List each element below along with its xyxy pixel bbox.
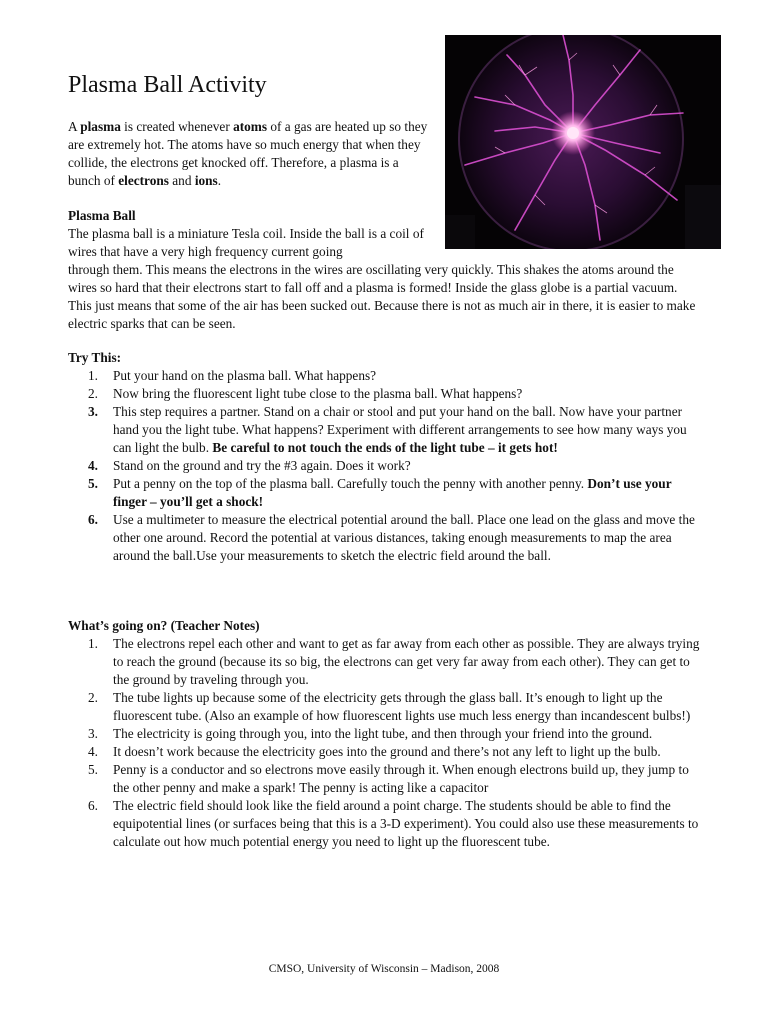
teacher-notes-heading: What’s going on? (Teacher Notes) [68, 618, 260, 633]
list-text: The tube lights up because some of the electricity gets through the glass ball. It’s enough to light up the fluorescent tube. (Also an example of how fluorescent lights use much less energy than incandescent bulbs!) [113, 690, 691, 723]
list-number: 4. [88, 744, 98, 759]
list-number: 2. [88, 690, 98, 705]
intro-bold-term: electrons [118, 173, 169, 188]
teacher-notes-list [68, 635, 700, 851]
list-text: Penny is a conductor and so electrons move easily through it. When enough electrons build up, they jump to the other penny and make a spark! The penny is acting like a capacitor [113, 762, 689, 795]
list-item [68, 385, 700, 403]
intro-text: and [168, 173, 195, 188]
list-number: 6. [88, 512, 98, 527]
list-number: 3. [88, 726, 98, 741]
intro-text: is created whenever [120, 119, 234, 134]
plasma-ball-paragraph-part2: through them. This means the electrons in the wires are oscillating very quickly. This shakes the atoms around the wires so hard that their electrons start to fall off and a plasma is formed! Inside the glass globe is a partial vacuum. This just means that some of the air has been sucked out. Because there is not as much air in there, it is easier to make electric sparks that can be seen. [68, 262, 696, 331]
list-number: 5. [88, 476, 98, 491]
page-footer: CMSO, University of Wisconsin – Madison, 2008 [268, 963, 500, 975]
list-text: It doesn’t work because the electricity goes into the ground and there’s not any left to light up the bulb. [113, 744, 661, 759]
list-number: 1. [88, 368, 98, 383]
list-text: Put your hand on the plasma ball. What happens? [113, 368, 377, 383]
list-text: The electric field should look like the field around a point charge. The students should be able to find the equipotential lines (or surfaces being that this is a 3-D experiment). You could also use these measurements to calculate out how much potential energy you need to light up the fluorescent tube. [113, 798, 699, 849]
list-number: 6. [88, 798, 98, 813]
list-text: The electricity is going through you, into the light tube, and then through your friend into the ground. [113, 726, 653, 741]
list-item [68, 367, 700, 385]
list-number: 2. [88, 386, 98, 401]
list-item [68, 403, 700, 457]
list-item [68, 635, 700, 689]
list-item [68, 725, 700, 743]
plasma-ball-section [68, 207, 700, 333]
list-warning: Be careful to not touch the ends of the light tube – it gets hot! [212, 440, 558, 455]
intro-text: . [217, 173, 222, 188]
list-warning: Don’t use your finger – you’ll get a shock! [113, 476, 672, 509]
plasma-ball-paragraph-part1: The plasma ball is a miniature Tesla coil. Inside the ball is a coil of wires that have a very high frequency current going [68, 226, 424, 259]
list-text: The electrons repel each other and want to get as far away from each other as possible. They are always trying to reach the ground (because its so big, the electrons can get very far away from each other). They can get to the ground by traveling through you. [113, 636, 700, 687]
list-item [68, 743, 700, 761]
list-text: Stand on the ground and try the #3 again. Does it work? [113, 458, 411, 473]
intro-bold-term: atoms [233, 119, 268, 134]
intro-bold-term: plasma [80, 119, 121, 134]
list-item [68, 689, 700, 725]
list-number: 4. [88, 458, 98, 473]
list-text: Now bring the fluorescent light tube close to the plasma ball. What happens? [113, 386, 523, 401]
list-text: This step requires a partner. Stand on a chair or stool and put your hand on the ball. Now have your partner hand you the light tube. What happens? Experiment with different arrangements to see how many ways you can light the bulb. [113, 404, 687, 455]
page-title: Plasma Ball Activity [68, 72, 267, 98]
list-item [68, 511, 700, 565]
intro-text: of a gas are heated up so they are extremely hot. The atoms have so much energy that when they collide, the electrons get knocked off. Therefore, a plasma is a bunch of [68, 119, 428, 188]
list-number: 3. [88, 404, 98, 419]
intro-text: A [68, 119, 81, 134]
intro-bold-term: ions [194, 173, 218, 188]
list-item [68, 457, 700, 475]
try-this-list [68, 367, 700, 565]
list-text: Put a penny on the top of the plasma ball. Carefully touch the penny with another penny. [113, 476, 588, 491]
list-item [68, 797, 700, 851]
try-this-heading: Try This: [68, 350, 122, 365]
list-item [68, 761, 700, 797]
list-item [68, 475, 700, 511]
intro-paragraph [68, 118, 430, 190]
plasma-ball-heading: Plasma Ball [68, 208, 136, 223]
list-number: 5. [88, 762, 98, 777]
list-text: Use a multimeter to measure the electrical potential around the ball. Place one lead on the glass and move the other one around. Record the potential at various distances, taking enough measurements to map the area around the ball.Use your measurements to sketch the electric field around the ball. [113, 512, 695, 563]
list-number: 1. [88, 636, 98, 651]
